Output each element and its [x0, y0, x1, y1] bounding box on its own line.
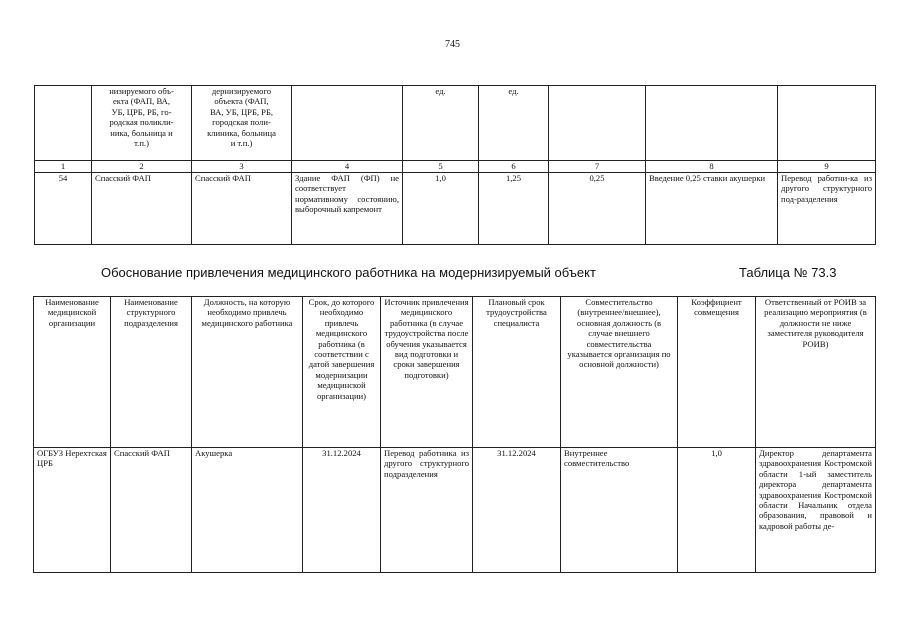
- num-cell-2: 2: [92, 161, 192, 173]
- num-cell-3: 3: [192, 161, 292, 173]
- table-top-number-row: [35, 161, 876, 173]
- data-cell-col5: 1,0: [403, 173, 479, 245]
- num-cell-7: 7: [549, 161, 646, 173]
- cell-deadline: 31.12.2024: [303, 448, 381, 573]
- cell-coefficient: 1,0: [678, 448, 756, 573]
- cont-cell-2: низируемого объ- екта (ФАП, ВА, УБ, ЦРБ, РБ, го- родская поликли- ника, больница и т.п.): [92, 86, 192, 161]
- table-caption-number: Таблица № 73.3: [739, 265, 837, 280]
- cell-planned-date: 31.12.2024: [473, 448, 561, 573]
- table-top-continuation-row: [35, 86, 876, 161]
- cell-source: Перевод работника из другого структурного подразделения: [381, 448, 473, 573]
- num-cell-6: 6: [479, 161, 549, 173]
- header-deadline: Срок, до которого необходимо привлечь медицинского работника (в соответствии с датой завершения модернизации медицинской организации): [303, 297, 381, 448]
- data-cell-measure: Введение 0,25 ставки акушерки: [646, 173, 778, 245]
- cont-cell-7: [549, 86, 646, 161]
- header-responsible: Ответственный от РОИВ за реализацию мероприятия (в должности не ниже заместителя руководителя РОИВ): [756, 297, 876, 448]
- cell-responsible: Директор департамента здравоохранения Костромской области 1-ый заместитель директора департамента здравоохранения Костромской области Начальник отдела образования, правовой и кадровой работы де-: [756, 448, 876, 573]
- cell-position: Акушерка: [192, 448, 303, 573]
- cont-cell-6: ед.: [479, 86, 549, 161]
- num-cell-5: 5: [403, 161, 479, 173]
- data-cell-number: 54: [35, 173, 92, 245]
- table-bottom-data-row: [34, 448, 876, 573]
- num-cell-4: 4: [292, 161, 403, 173]
- cont-cell-9: [778, 86, 876, 161]
- num-cell-1: 1: [35, 161, 92, 173]
- data-cell-state: Здание ФАП (ФП) не соответствует нормативному состоянию, выборочный капремонт: [292, 173, 403, 245]
- header-planned-date: Плановый срок трудоустройства специалиста: [473, 297, 561, 448]
- data-cell-col7: 0,25: [549, 173, 646, 245]
- table-bottom: [33, 296, 876, 573]
- table-top-data-row: [35, 173, 876, 245]
- cont-cell-5: ед.: [403, 86, 479, 161]
- header-source: Источник привлечения медицинского работника (в случае трудоустройства после обучения указывается вид подготовки и сроки завершения подготовки): [381, 297, 473, 448]
- table-top: [34, 85, 876, 245]
- data-cell-object: Спасский ФАП: [92, 173, 192, 245]
- num-cell-9: 9: [778, 161, 876, 173]
- cont-cell-1: [35, 86, 92, 161]
- table-bottom-header-row: [34, 297, 876, 448]
- cell-unit: Спасский ФАП: [111, 448, 192, 573]
- header-combination: Совместительство (внутреннее/внешнее), основная должность (в случае внешнего совместительства указывается организация по основной должности): [561, 297, 678, 448]
- data-cell-col6: 1,25: [479, 173, 549, 245]
- cell-combination: Внутреннее совместительство: [561, 448, 678, 573]
- cont-cell-4: [292, 86, 403, 161]
- cont-cell-3: дернизируемого объекта (ФАП, ВА, УБ, ЦРБ, РБ, городская поли- клиника, больница и т.п.): [192, 86, 292, 161]
- table-caption-title: Обоснование привлечения медицинского работника на модернизируемый объект: [101, 265, 596, 280]
- cell-organization: ОГБУЗ Нерехтская ЦРБ: [34, 448, 111, 573]
- header-coefficient: Коэффициент совмещения: [678, 297, 756, 448]
- num-cell-8: 8: [646, 161, 778, 173]
- data-cell-modernized-object: Спасский ФАП: [192, 173, 292, 245]
- data-cell-source: Перевод работни-ка из другого структурного под-разделения: [778, 173, 876, 245]
- cont-cell-8: [646, 86, 778, 161]
- header-organization: Наименование медицинской организации: [34, 297, 111, 448]
- page-number: 745: [445, 39, 460, 50]
- header-unit: Наименование структурного подразделения: [111, 297, 192, 448]
- header-position: Должность, на которую необходимо привлечь медицинского работника: [192, 297, 303, 448]
